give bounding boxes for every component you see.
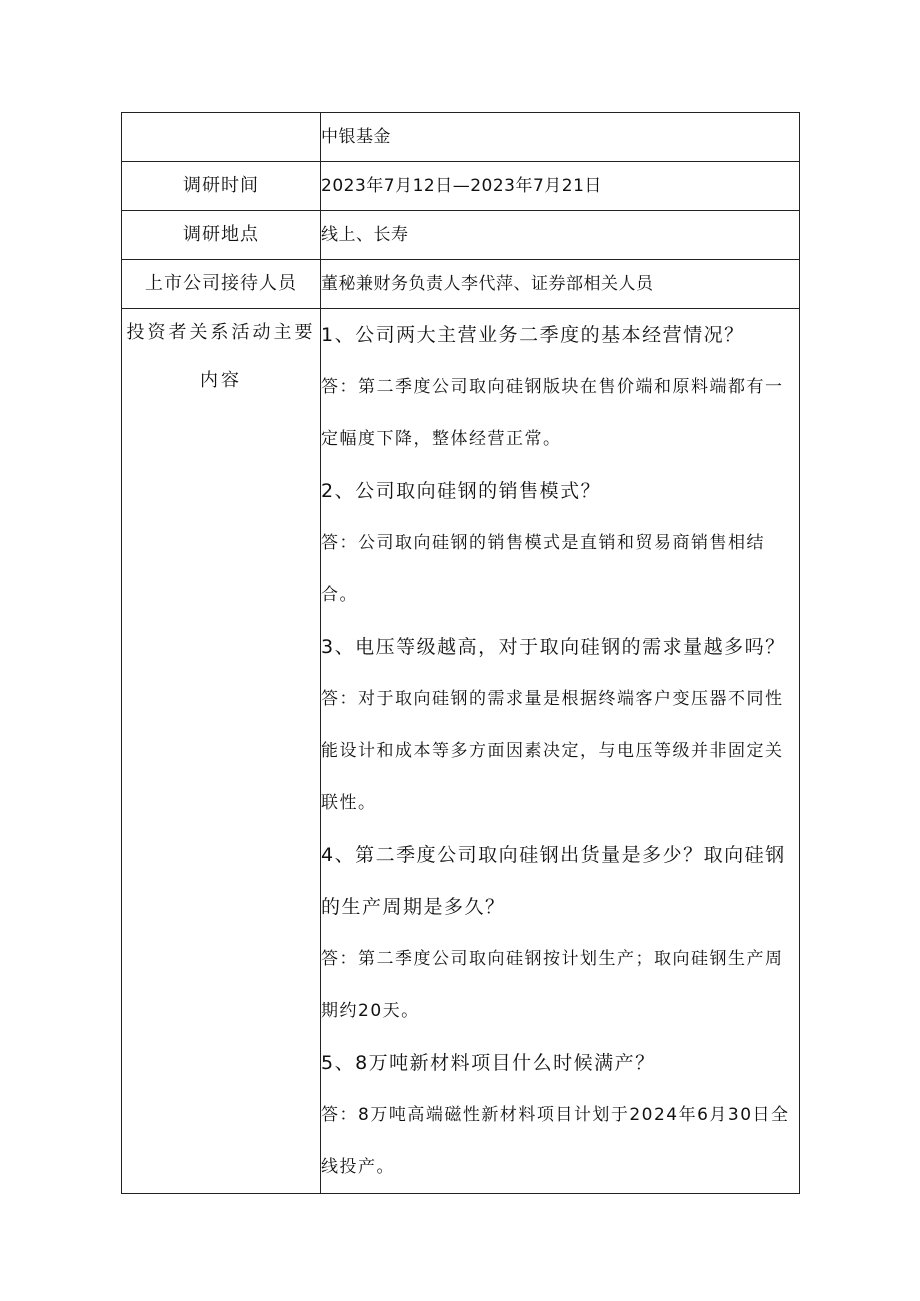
- row-label: [122, 113, 321, 162]
- table-row: [122, 211, 800, 260]
- answer: 答：对于取向硅钢的需求量是根据终端客户变压器不同性能设计和成本等多方面因素决定，与电压等级并非固定关联性。: [321, 689, 784, 813]
- research-record-table: [121, 112, 800, 1194]
- question: 4、第二季度公司取向硅钢出货量是多少？取向硅钢的生产周期是多久？: [321, 844, 786, 918]
- question: 5、8万吨新材料项目什么时候满产？: [321, 1052, 656, 1074]
- row-label: 调研地点: [122, 211, 321, 260]
- research-location: 线上、长寿: [321, 211, 800, 260]
- activity-content: [321, 309, 800, 1194]
- answer: 答：8万吨高端磁性新材料项目计划于2024年6月30日全线投产。: [321, 1105, 790, 1177]
- institution-name: 中银基金: [321, 113, 800, 162]
- reception-staff: 董秘兼财务负责人李代萍、证券部相关人员: [321, 260, 800, 309]
- row-label: 上市公司接待人员: [122, 260, 321, 309]
- table-row: [122, 309, 800, 1194]
- row-label: 调研时间: [122, 162, 321, 211]
- research-time: 2023年7月12日—2023年7月21日: [321, 162, 800, 211]
- question: 3、电压等级越高，对于取向硅钢的需求量越多吗？: [321, 636, 786, 658]
- question: 2、公司取向硅钢的销售模式？: [321, 480, 602, 502]
- table-row: [122, 260, 800, 309]
- answer: 答：公司取向硅钢的销售模式是直销和贸易商销售相结合。: [321, 533, 765, 605]
- table-row: [122, 162, 800, 211]
- answer: 答：第二季度公司取向硅钢按计划生产；取向硅钢生产周期约20天。: [321, 949, 784, 1021]
- table-row: [122, 113, 800, 162]
- question: 1、公司两大主营业务二季度的基本经营情况？: [321, 324, 745, 346]
- row-label: 投资者关系活动主要内容: [122, 309, 321, 1194]
- answer: 答：第二季度公司取向硅钢版块在售价端和原料端都有一定幅度下降，整体经营正常。: [321, 377, 784, 449]
